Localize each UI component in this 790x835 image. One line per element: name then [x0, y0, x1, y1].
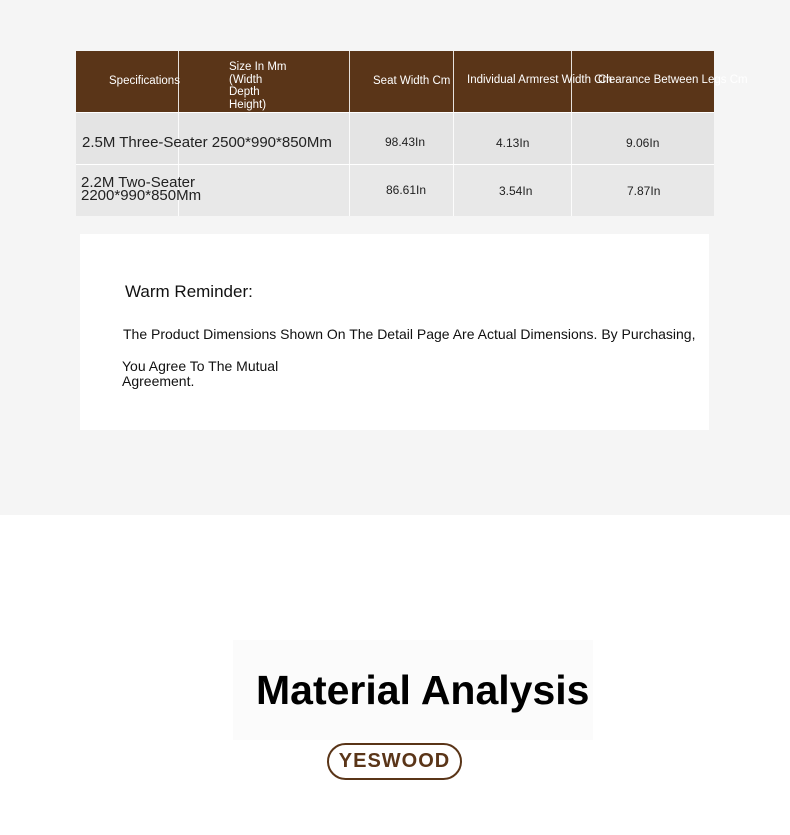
cell-spec [81, 176, 201, 202]
cell-armrest-width: 4.13In [496, 136, 530, 150]
header-size-line: Size In Mm [229, 61, 287, 73]
header-size-line: Depth [229, 86, 260, 98]
cell-armrest-width: 3.54In [499, 184, 533, 198]
material-analysis-heading [233, 640, 593, 740]
cell-spec: 2.5M Three-Seater 2500*990*850Mm [82, 134, 332, 151]
column-divider [349, 51, 350, 216]
column-divider [453, 51, 454, 216]
reminder-text: The Product Dimensions Shown On The Detail Page Are Actual Dimensions. By Purchasing, [123, 326, 696, 342]
specification-table [76, 51, 748, 216]
brand-logo: YESWOOD [327, 743, 462, 780]
reminder-text: You Agree To The Mutual Agreement. [122, 358, 279, 389]
header-seat-width: Seat Width Cm [373, 75, 451, 87]
header-size [229, 61, 287, 111]
header-specifications: Specifications [109, 75, 180, 87]
section-title: Material Analysis [256, 667, 590, 713]
cell-clearance: 7.87In [627, 184, 661, 198]
row-divider [76, 112, 714, 113]
warm-reminder-box [80, 234, 709, 430]
row-divider [76, 164, 714, 165]
cell-seat-width: 98.43In [385, 135, 426, 149]
header-clearance: Clearance Between Legs Cm [598, 74, 748, 86]
header-size-line: Height) [229, 98, 267, 111]
cell-spec-line: 2200*990*850Mm [81, 187, 202, 204]
cell-seat-width: 86.61In [386, 183, 427, 197]
cell-clearance: 9.06In [626, 136, 660, 150]
header-size-line: (Width [229, 73, 263, 86]
header-armrest-width: Individual Armrest Width Cm [467, 74, 613, 86]
cell-spec-line: 2.2M Two-Seater [81, 174, 195, 191]
reminder-title: Warm Reminder: [125, 282, 253, 301]
